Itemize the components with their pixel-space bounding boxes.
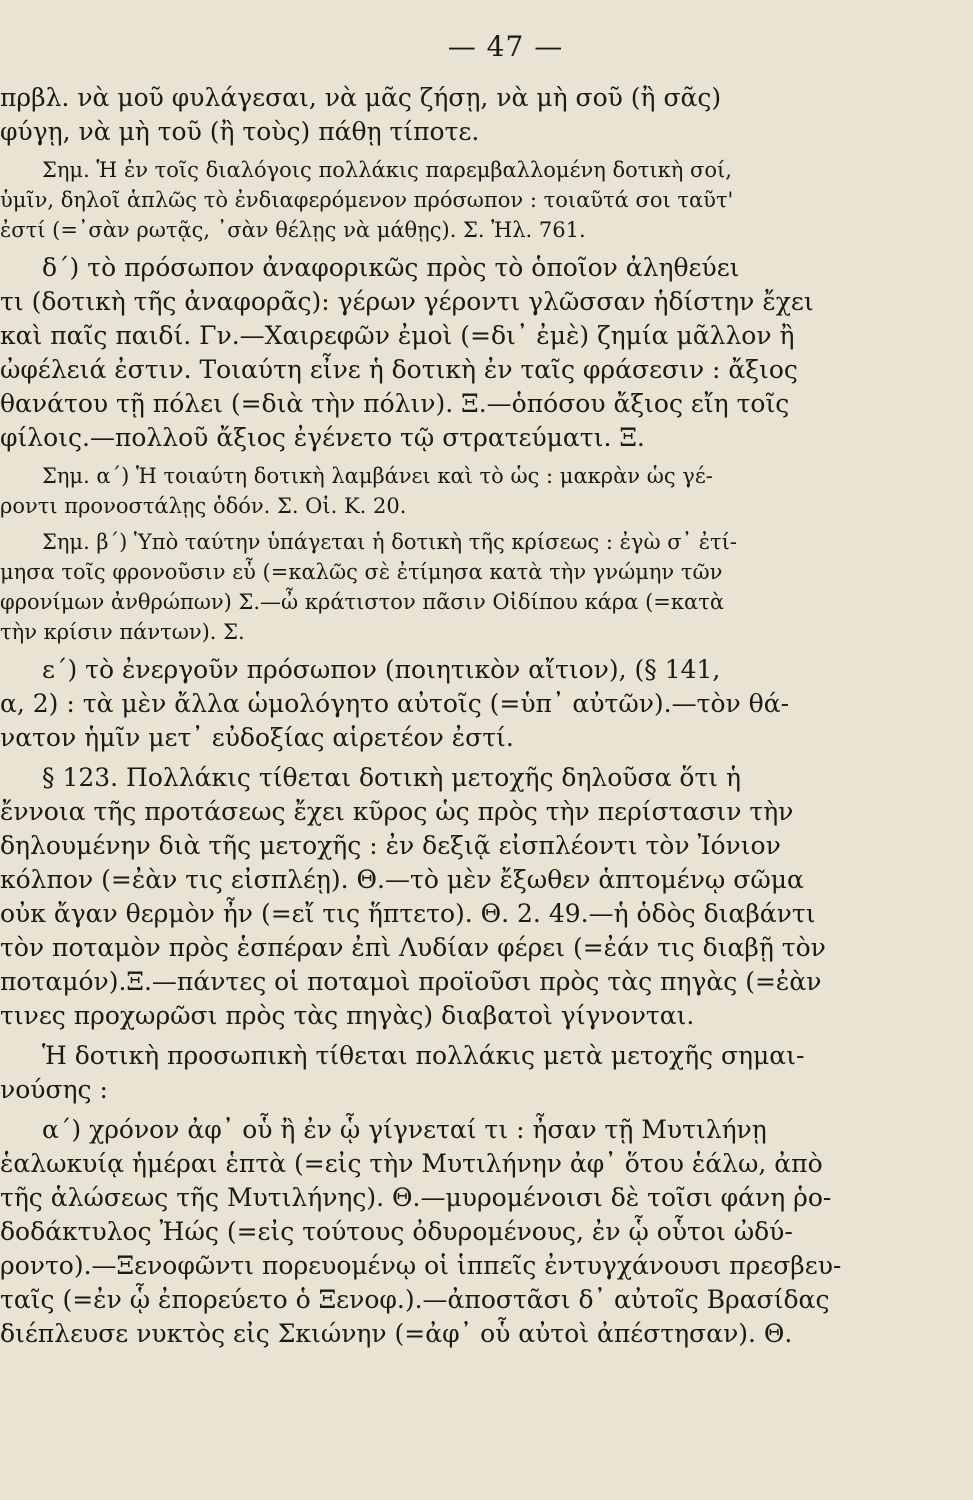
- text-line: δηλουμένην διὰ τῆς μετοχῆς : ἐν δεξιᾷ εἰσπλέοντι τὸν Ἰόνιον: [0, 831, 781, 860]
- text-line: Ἡ δοτικὴ προσωπικὴ τίθεται πολλάκις μετὰ μετοχῆς σημαι-: [42, 1041, 805, 1070]
- text-line: Σημ. α΄) Ἡ τοιαύτη δοτικὴ λαμβάνει καὶ τὸ ὡς : μακρὰν ὡς γέ-: [42, 464, 713, 488]
- text-line: Σημ. β΄) Ὑπὸ ταύτην ὑπάγεται ἡ δοτικὴ τῆς κρίσεως : ἐγὼ σ᾽ ἐτί-: [42, 530, 737, 554]
- text-line: ταῖς (=ἐν ᾧ ἐπορεύετο ὁ Ξενοφ.).—ἀποστᾶσι δ᾽ αὐτοῖς Βρασίδας: [0, 1285, 830, 1314]
- note-block-b2: [0, 155, 951, 245]
- paragraph-block-b8: [0, 1039, 951, 1107]
- text-line: ὑμῖν, δηλοῖ ἁπλῶς τὸ ἐνδιαφερόμενον πρόσωπον : τοιαῦτά σοι ταῦτ': [0, 188, 734, 212]
- paragraph-block-b7: [0, 761, 951, 1033]
- text-line: θανάτου τῇ πόλει (=διὰ τὴν πόλιν). Ξ.—ὁπόσου ἄξιος εἴη τοῖς: [0, 389, 790, 418]
- note-block-b4: [0, 461, 951, 521]
- text-line: τινες προχωρῶσι πρὸς τὰς πηγὰς) διαβατοὶ γίγνονται.: [0, 1001, 695, 1030]
- text-line: α΄) χρόνον ἀφ᾽ οὗ ἢ ἐν ᾧ γίγνεταί τι : ἦσαν τῇ Μυτιλήνῃ: [42, 1115, 767, 1144]
- text-line: α, 2) : τὰ μὲν ἄλλα ὡμολόγητο αὐτοῖς (=ὑπ᾽ αὐτῶν).—τὸν θά-: [0, 689, 790, 718]
- text-line: νατον ἡμῖν μετ᾽ εὐδοξίας αἱρετέον ἐστί.: [0, 723, 514, 752]
- paragraph-block-b9: [0, 1113, 951, 1351]
- text-line: φρονίμων ἀνθρώπων) Σ.—ὦ κράτιστον πᾶσιν Οἰδίπου κάρα (=κατὰ: [0, 590, 724, 614]
- text-line: τὸν ποταμὸν πρὸς ἑσπέραν ἐπὶ Λυδίαν φέρει (=ἐάν τις διαβῇ τὸν: [0, 933, 826, 962]
- text-line: τι (δοτικὴ τῆς ἀναφορᾶς): γέρων γέροντι γλῶσσαν ἡδίστην ἔχει: [0, 287, 814, 316]
- text-line: Σημ. Ἡ ἐν τοῖς διαλόγοις πολλάκις παρεμβαλλομένη δοτικὴ σοί,: [42, 158, 732, 182]
- text-line: δοδάκτυλος Ἠώς (=εἰς τούτους ὀδυρομένους, ἐν ᾧ οὗτοι ὠδύ-: [0, 1217, 793, 1246]
- text-line: μησα τοῖς φρονοῦσιν εὖ (=καλῶς σὲ ἐτίμησα κατὰ τὴν γνώμην τῶν: [0, 560, 723, 584]
- paragraph-block-b6: [0, 653, 951, 755]
- text-line: φίλοις.—πολλοῦ ἄξιος ἐγένετο τῷ στρατεύματι. Ξ.: [0, 423, 645, 452]
- text-line: φύγῃ, νὰ μὴ τοῦ (ἢ τοὺς) πάθῃ τίποτε.: [0, 117, 480, 146]
- text-line: ἐστί (=᾽σὰν ρωτᾷς, ᾽σὰν θέλῃς νὰ μάθῃς). Σ. Ἠλ. 761.: [0, 218, 586, 242]
- text-line: καὶ παῖς παιδί. Γν.—Χαιρεφῶν ἐμοὶ (=δι᾽ ἐμὲ) ζημία μᾶλλον ἢ: [0, 321, 795, 350]
- text-line: τῆς ἁλώσεως τῆς Μυτιλήνης). Θ.—μυρομένοισι δὲ τοῖσι φάνη ῥο-: [0, 1183, 832, 1212]
- paragraph-block-b1: [0, 81, 951, 149]
- text-line: δ΄) τὸ πρόσωπον ἀναφορικῶς πρὸς τὸ ὁποῖον ἀληθεύει: [42, 253, 740, 282]
- text-line: ὠφέλειά ἐστιν. Τοιαύτη εἶνε ἡ δοτικὴ ἐν ταῖς φράσεσιν : ἄξιος: [0, 355, 798, 384]
- text-line: § 123. Πολλάκις τίθεται δοτικὴ μετοχῆς δηλοῦσα ὅτι ἡ: [42, 763, 742, 792]
- text-line: διέπλευσε νυκτὸς εἰς Σκιώνην (=ἀφ᾽ οὗ αὐτοὶ ἀπέστησαν). Θ.: [0, 1319, 793, 1348]
- text-line: κόλπον (=ἐὰν τις εἰσπλέῃ). Θ.—τὸ μὲν ἔξωθεν ἁπτομένῳ σῶμα: [0, 865, 804, 894]
- text-line: ἑαλωκυίᾳ ἡμέραι ἑπτὰ (=εἰς τὴν Μυτιλήνην ἀφ᾽ ὅτου ἑάλω, ἀπὸ: [0, 1149, 823, 1178]
- text-line: τὴν κρίσιν πάντων). Σ.: [0, 620, 245, 644]
- text-line: νούσης :: [0, 1075, 108, 1104]
- page-body: [0, 81, 951, 1351]
- text-line: οὐκ ἄγαν θερμὸν ἦν (=εἴ τις ἥπτετο). Θ. 2. 49.—ἡ ὁδὸς διαβάντι: [0, 899, 816, 928]
- note-block-b5: [0, 527, 951, 647]
- text-line: ἔννοια τῆς προτάσεως ἔχει κῦρος ὡς πρὸς τὴν περίστασιν τὴν: [0, 797, 794, 826]
- text-line: ε΄) τὸ ἐνεργοῦν πρόσωπον (ποιητικὸν αἴτιον), (§ 141,: [42, 655, 721, 684]
- text-line: ποταμόν).Ξ.—πάντες οἱ ποταμοὶ προϊοῦσι πρὸς τὰς πηγὰς (=ἐὰν: [0, 967, 822, 996]
- page-number: — 47 —: [447, 30, 564, 63]
- text-line: ροντο).—Ξενοφῶντι πορευομένῳ οἱ ἱππεῖς ἐντυγχάνουσι πρεσβευ-: [0, 1251, 842, 1280]
- text-line: πρβλ. νὰ μοῦ φυλάγεσαι, νὰ μᾶς ζήσῃ, νὰ μὴ σοῦ (ἢ σᾶς): [0, 83, 722, 112]
- text-line: ροντι προνοστάλῃς ὁδόν. Σ. Οἰ. Κ. 20.: [0, 494, 407, 518]
- paragraph-block-b3: [0, 251, 951, 455]
